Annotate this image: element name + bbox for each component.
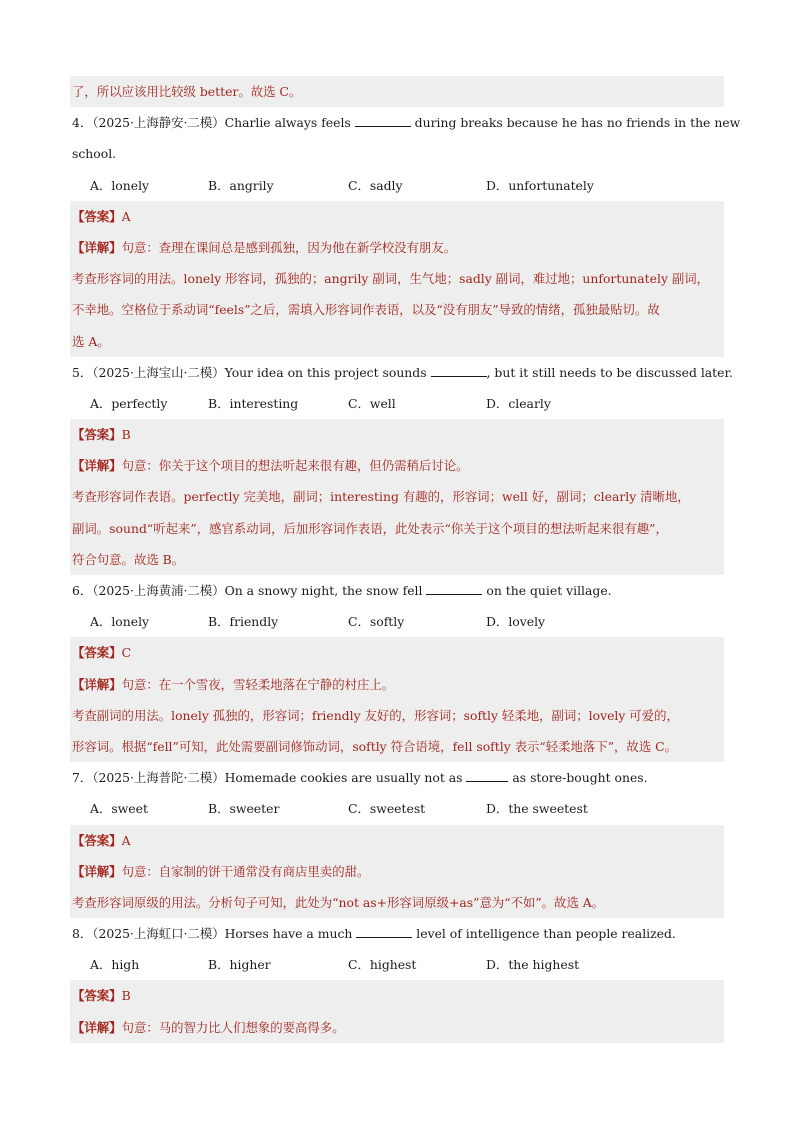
option-a: A．sweet	[90, 801, 148, 817]
blank	[466, 769, 508, 782]
question-6	[70, 575, 724, 762]
sentence-meaning: 句意：你关于这个项目的想法听起来很有趣，但仍需稍后讨论。	[121, 458, 469, 474]
option-b: B．higher	[208, 957, 271, 973]
option-a: A．high	[90, 957, 140, 973]
sentence-meaning: 句意：查理在课间总是感到孤独，因为他在新学校没有朋友。	[121, 239, 457, 255]
sentence-meaning: 句意：在一个雪夜，雪轻柔地落在宁静的村庄上。	[121, 676, 395, 692]
analysis-line: 考查副词的用法。lonely 孤独的，形容词；friendly 友好的，形容词；softly 轻柔地，副词；lovely 可爱的，	[70, 700, 724, 731]
answer-line: 【答案】A	[70, 201, 724, 232]
option-a: A．perfectly	[90, 395, 168, 411]
answer-letter: A	[121, 832, 131, 848]
previous-explanation-tail: 了，所以应该用比较级 better。故选 C。	[70, 76, 724, 107]
answer-line: 【答案】B	[70, 980, 724, 1011]
analysis-line: 不幸地。空格位于系动词“feels”之后，需填入形容词作表语，以及“没有朋友”导致的情绪，孤独最贴切。故	[70, 294, 724, 325]
option-d: D．clearly	[486, 395, 551, 411]
analysis-line: 形容词。根据“fell”可知，此处需要副词修饰动词，softly 符合语境，fell softly 表示“轻柔地落下”，故选 C。	[70, 731, 724, 762]
option-d: D．lovely	[486, 614, 546, 630]
answer-letter: B	[121, 427, 131, 443]
option-c: C．sadly	[348, 177, 403, 193]
question-stem-line2: school.	[72, 146, 117, 162]
question-7	[70, 762, 724, 918]
detail-line: 【详解】句意：在一个雪夜，雪轻柔地落在宁静的村庄上。	[70, 669, 724, 700]
question-stem: 6．（2025·上海黄浦·二模）On a snowy night, the snow fell on the quiet village.	[72, 583, 612, 598]
detail-line: 【详解】句意：自家制的饼干通常没有商店里卖的甜。	[70, 856, 724, 887]
answer-line: 【答案】B	[70, 419, 724, 450]
answer-letter: B	[121, 988, 131, 1004]
option-b: B．angrily	[208, 177, 274, 193]
option-d: D．the highest	[486, 957, 580, 973]
analysis-line: 选 A。	[70, 326, 724, 357]
option-c: C．softly	[348, 614, 405, 630]
sentence-meaning: 句意：自家制的饼干通常没有商店里卖的甜。	[121, 863, 370, 879]
blank	[431, 364, 487, 377]
blank	[356, 925, 412, 938]
question-stem: 4．（2025·上海静安·二模）Charlie always feels during breaks because he has no friends in the new	[72, 115, 741, 131]
answer-letter: A	[121, 208, 131, 224]
options	[70, 949, 724, 980]
sentence-meaning: 句意：马的智力比人们想象的要高得多。	[121, 1019, 345, 1035]
option-a: A．lonely	[90, 614, 150, 630]
question-4	[70, 107, 741, 357]
question-5	[70, 357, 733, 575]
options	[70, 388, 724, 419]
answer-letter: C	[121, 645, 132, 661]
options	[70, 606, 724, 637]
option-d: D．unfortunately	[486, 177, 594, 193]
question-stem: 7．（2025·上海普陀·二模）Homemade cookies are usually not as as store-bought ones.	[72, 770, 648, 786]
blank	[426, 582, 482, 595]
analysis-line: 考查形容词的用法。lonely 形容词，孤独的；angrily 副词，生气地；sadly 副词，难过地；unfortunately 副词，	[70, 263, 724, 294]
options	[70, 793, 724, 824]
option-a: A．lonely	[90, 177, 150, 193]
option-b: B．interesting	[208, 395, 299, 411]
option-c: C．sweetest	[348, 801, 426, 817]
detail-line: 【详解】句意：查理在课间总是感到孤独，因为他在新学校没有朋友。	[70, 232, 724, 263]
answer-line: 【答案】C	[70, 637, 724, 668]
question-stem: 5．（2025·上海宝山·二模）Your idea on this project sounds , but it still needs to be discussed later.	[72, 364, 733, 380]
blank	[355, 114, 411, 127]
detail-line: 【详解】句意：你关于这个项目的想法听起来很有趣，但仍需稍后讨论。	[70, 450, 724, 481]
option-c: C．well	[348, 395, 396, 411]
document-page	[70, 76, 741, 1043]
option-d: D．the sweetest	[486, 801, 588, 817]
question-8	[70, 918, 724, 1043]
analysis-line: 考查形容词作表语。perfectly 完美地，副词；interesting 有趣的，形容词；well 好，副词；clearly 清晰地，	[70, 481, 724, 512]
options	[70, 170, 724, 201]
question-stem: 8．（2025·上海虹口·二模）Horses have a much level of intelligence than people realized.	[72, 926, 676, 942]
option-b: B．sweeter	[208, 801, 280, 817]
option-b: B．friendly	[208, 614, 279, 630]
analysis-line: 符合句意。故选 B。	[70, 544, 724, 575]
answer-line: 【答案】A	[70, 825, 724, 856]
analysis-line: 考查形容词原级的用法。分析句子可知，此处为“not as+形容词原级+as”意为“不如”。故选 A。	[70, 887, 724, 918]
option-c: C．highest	[348, 957, 417, 973]
analysis-line: 副词。sound“听起来”，感官系动词，后加形容词作表语，此处表示“你关于这个项目的想法听起来很有趣”，	[70, 513, 724, 544]
detail-line: 【详解】句意：马的智力比人们想象的要高得多。	[70, 1012, 724, 1043]
